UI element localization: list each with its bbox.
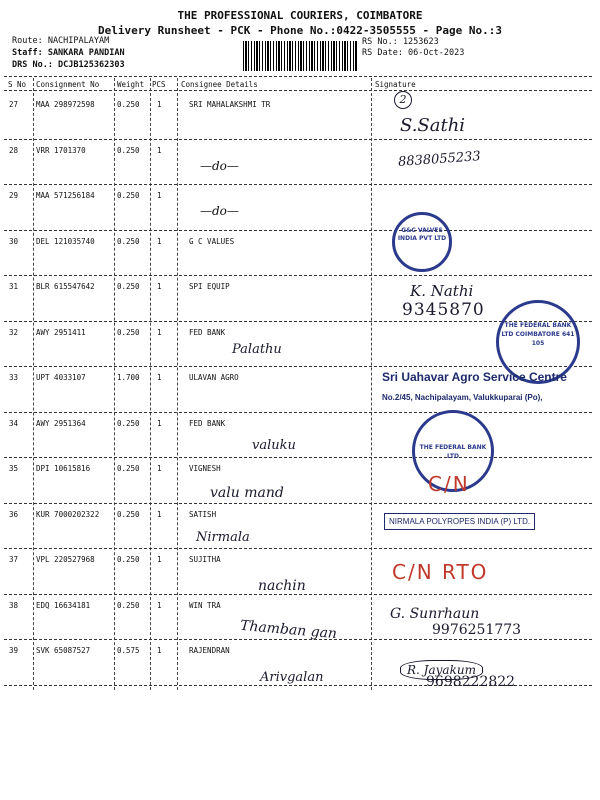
row-consignee: VIGNESH xyxy=(189,464,221,473)
signature-32: Palathu xyxy=(232,342,282,357)
row-pcs: 1 xyxy=(157,191,162,200)
row-sno: 37 xyxy=(9,555,19,564)
row-pcs: 1 xyxy=(157,327,162,337)
row-weight: 0.250 xyxy=(117,191,140,200)
column-divider xyxy=(371,78,372,690)
route-label: Route: NACHIPALAYAM xyxy=(12,36,110,46)
row-pcs: 1 xyxy=(157,418,162,428)
row-consignment: UPT 4033107 xyxy=(36,373,86,382)
row-pcs: 1 xyxy=(157,282,162,291)
row-sno: 36 xyxy=(9,509,19,519)
cn-rto-mark-37: C/N RTO xyxy=(392,560,489,584)
gc-valves-stamp: G&C VALVES INDIA PVT LTD xyxy=(392,212,452,272)
row-sno: 38 xyxy=(9,600,19,610)
row-weight: 1.700 xyxy=(117,373,140,382)
uhavar-stamp-address: No.2/45, Nachipalayam, Valukkuparai (Po), xyxy=(382,393,543,402)
row-consignee: SATISH xyxy=(189,509,217,519)
col-header-consignment: Consignment No xyxy=(36,80,100,89)
row-sno: 27 xyxy=(9,100,19,109)
row-weight: 0.250 xyxy=(117,464,140,473)
col-header-signature: Signature xyxy=(375,80,416,89)
row-sno: 28 xyxy=(9,145,19,155)
phone-28: 8838055233 xyxy=(397,149,482,170)
row-weight: 0.250 xyxy=(117,418,140,428)
col-header-sno: S No xyxy=(8,80,27,89)
row-consignee: FED BANK xyxy=(189,327,226,337)
row-pcs: 1 xyxy=(157,100,162,109)
row-rule xyxy=(4,457,592,458)
row-consignment: AWY 2951411 xyxy=(36,327,86,337)
row-weight: 0.250 xyxy=(117,100,140,109)
signature-27: S.Sathi xyxy=(400,115,466,136)
table-top-rule xyxy=(4,76,592,77)
row-pcs: 1 xyxy=(157,509,162,519)
column-divider xyxy=(33,78,34,690)
column-divider xyxy=(114,78,115,690)
row-consignment: KUR 7000202322 xyxy=(36,509,100,519)
row-consignee: ULAVAN AGRO xyxy=(189,373,239,382)
row-rule xyxy=(4,548,592,549)
row-consignee: WIN TRA xyxy=(189,600,221,610)
row-pcs: 1 xyxy=(157,236,162,246)
signature-36: Nirmala xyxy=(196,530,250,545)
signature-39b: R. Jayakum xyxy=(400,660,483,680)
row-consignment: VPL 220527968 xyxy=(36,555,95,564)
row-pcs: 1 xyxy=(157,646,162,655)
drs-number: DRS No.: DCJB125362303 xyxy=(12,60,125,70)
row-consignment: VRR 1701370 xyxy=(36,145,86,155)
row-rule xyxy=(4,639,592,640)
row-consignee: —do— xyxy=(200,204,239,218)
row-sno: 34 xyxy=(9,418,19,428)
row-consignee: SPI EQUIP xyxy=(189,282,230,291)
company-title: THE PROFESSIONAL COURIERS, COIMBATORE xyxy=(177,9,423,22)
row-rule xyxy=(4,503,592,504)
signature-39: Arivgalan xyxy=(260,670,324,685)
row-rule xyxy=(4,412,592,413)
row-sno: 29 xyxy=(9,191,19,200)
column-divider xyxy=(177,78,178,690)
row-consignee: G C VALUES xyxy=(189,236,235,246)
phone-39: 9698222822 xyxy=(426,674,516,690)
row-consignment: EDQ 16634181 xyxy=(36,600,91,610)
cn-mark-35: C/N xyxy=(428,472,470,496)
row-sno: 32 xyxy=(9,327,19,337)
row-weight: 0.250 xyxy=(117,555,140,564)
row-weight: 0.250 xyxy=(117,509,140,519)
row-rule xyxy=(4,139,592,140)
col-header-pcs: PCS xyxy=(152,80,166,89)
row-weight: 0.250 xyxy=(117,327,140,337)
federal-bank-stamp: THE FEDERAL BANK LTD COIMBATORE 641 105 xyxy=(496,300,580,384)
row-sno: 35 xyxy=(9,464,19,473)
phone-38: 9976251773 xyxy=(432,622,522,638)
uhavar-stamp-name: Sri Uahavar Agro Service Centre xyxy=(382,370,567,384)
rs-number: RS No.: 1253623 xyxy=(362,37,439,47)
signature-35: valu mand xyxy=(210,485,284,501)
row-consignment: MAA 571256184 xyxy=(36,191,95,200)
row-weight: 0.250 xyxy=(117,600,140,610)
signature-31: K. Nathi xyxy=(410,282,474,300)
row-consignment: DPI 10615816 xyxy=(36,464,91,473)
federal-bank-stamp-2: THE FEDERAL BANK LTD xyxy=(412,410,494,492)
signature-37: nachin xyxy=(258,578,306,594)
header-bottom-rule xyxy=(4,90,592,91)
column-divider xyxy=(150,78,151,690)
runsheet-title: Delivery Runsheet - PCK - Phone No.:0422-3505555 - Page No.:3 xyxy=(98,24,502,37)
signature-34: valuku xyxy=(252,438,296,453)
row-consignee: —do— xyxy=(200,158,239,173)
signature-38: Thamban gan xyxy=(239,617,338,643)
row-sno: 33 xyxy=(9,373,19,382)
row-rule xyxy=(4,275,592,276)
row-weight: 0.250 xyxy=(117,236,140,246)
rs-date: RS Date: 06-Oct-2023 xyxy=(362,48,465,58)
row-consignee: SUJITHA xyxy=(189,555,221,564)
row-weight: 0.250 xyxy=(117,145,140,155)
staff-label: Staff: SANKARA PANDIAN xyxy=(12,48,125,58)
row-sno: 39 xyxy=(9,646,19,655)
row-consignment: BLR 615547642 xyxy=(36,282,95,291)
row-rule xyxy=(4,230,592,231)
row-pcs: 1 xyxy=(157,464,162,473)
phone-31: 9345870 xyxy=(402,300,485,320)
row-weight: 0.250 xyxy=(117,282,140,291)
row-weight: 0.575 xyxy=(117,646,140,655)
row-consignee: SRI MAHALAKSHMI TR xyxy=(189,100,271,109)
col-header-weight: Weight xyxy=(117,80,145,89)
row-pcs: 1 xyxy=(157,373,162,382)
row-sno: 30 xyxy=(9,236,19,246)
barcode xyxy=(243,41,357,71)
row-consignee: RAJENDRAN xyxy=(189,646,230,655)
row-consignee: FED BANK xyxy=(189,418,226,428)
row-consignment: AWY 2951364 xyxy=(36,418,86,428)
row-sno: 31 xyxy=(9,282,19,291)
nirmala-stamp: NIRMALA POLYROPES INDIA (P) LTD. xyxy=(384,513,535,530)
row-consignment: DEL 121035740 xyxy=(36,236,95,246)
col-header-consignee: Consignee Details xyxy=(181,80,258,89)
row-pcs: 1 xyxy=(157,600,162,610)
row-pcs: 1 xyxy=(157,145,162,155)
row-rule xyxy=(4,184,592,185)
row-consignment: MAA 298972598 xyxy=(36,100,95,109)
signature-38b: G. Sunrhaun xyxy=(390,606,480,622)
circle-mark: 2 xyxy=(394,91,412,109)
row-pcs: 1 xyxy=(157,555,162,564)
row-consignment: SVK 65087527 xyxy=(36,646,91,655)
